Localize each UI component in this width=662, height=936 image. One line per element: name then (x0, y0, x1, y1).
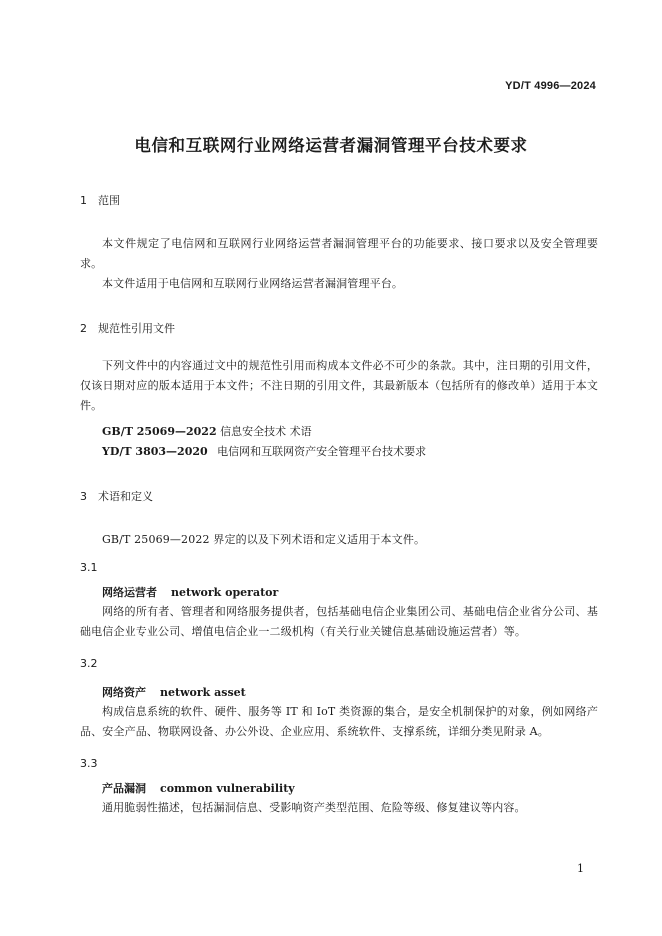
reference-code: GB/T 25069—2022 (102, 425, 217, 438)
section-heading-scope (80, 192, 120, 208)
reference-item (102, 442, 426, 462)
clause-number: 3.2 (80, 657, 98, 670)
scope-paragraph-1: 本文件规定了电信网和互联网行业网络运营者漏洞管理平台的功能要求、接口要求以及安全管理要求。 (80, 237, 598, 270)
section-heading-normative-references (80, 320, 175, 336)
term-chinese: 产品漏洞 (102, 782, 146, 795)
section-title: 范围 (98, 194, 120, 207)
section-number: 2 (80, 322, 87, 335)
clause-number: 3.3 (80, 757, 98, 770)
section-title: 术语和定义 (98, 490, 153, 503)
references-intro-paragraph: 下列文件中的内容通过文中的规范性引用而构成本文件必不可少的条款。其中，注日期的引用文件，仅该日期对应的版本适用于本文件；不注日期的引用文件，其最新版本（包括所有的修改单）适用于本文件。 (80, 359, 598, 412)
term-definition: 网络的所有者、管理者和网络服务提供者，包括基础电信企业集团公司、基础电信企业省分公司、基础电信企业专业公司、增值电信企业一二级机构（有关行业关键信息基础设施运营者）等。 (80, 605, 598, 638)
reference-title: 信息安全技术 术语 (220, 425, 312, 438)
term-english: common vulnerability (160, 782, 295, 795)
document-title: 电信和互联网行业网络运营者漏洞管理平台技术要求 (134, 136, 528, 155)
terms-intro-paragraph: GB/T 25069—2022 界定的以及下列术语和定义适用于本文件。 (102, 533, 426, 546)
reference-item (102, 422, 312, 442)
term-definition: 通用脆弱性描述，包括漏洞信息、受影响资产类型范围、危险等级、修复建议等内容。 (102, 801, 526, 814)
section-heading-terms (80, 488, 153, 504)
section-number: 1 (80, 194, 87, 207)
section-number: 3 (80, 490, 87, 503)
term-english: network operator (171, 586, 279, 599)
standard-number: YD/T 4996—2024 (505, 80, 596, 92)
clause-number: 3.1 (80, 561, 98, 574)
reference-title: 电信网和互联网资产安全管理平台技术要求 (217, 445, 427, 458)
term-entry (102, 584, 278, 600)
term-entry (102, 780, 295, 796)
term-definition: 构成信息系统的软件、硬件、服务等 IT 和 IoT 类资源的集合，是安全机制保护的对象，例如网络产品、安全产品、物联网设备、办公外设、企业应用、系统软件、支撑系统，详细分类见附录 A。 (80, 705, 598, 738)
section-title: 规范性引用文件 (98, 322, 175, 335)
term-chinese: 网络资产 (102, 686, 146, 699)
reference-code: YD/T 3803—2020 (102, 445, 208, 458)
scope-paragraph-2: 本文件适用于电信网和互联网行业网络运营者漏洞管理平台。 (102, 277, 404, 290)
term-entry (102, 684, 246, 700)
term-english: network asset (160, 686, 246, 699)
term-chinese: 网络运营者 (102, 586, 157, 599)
page-number: 1 (577, 862, 584, 875)
